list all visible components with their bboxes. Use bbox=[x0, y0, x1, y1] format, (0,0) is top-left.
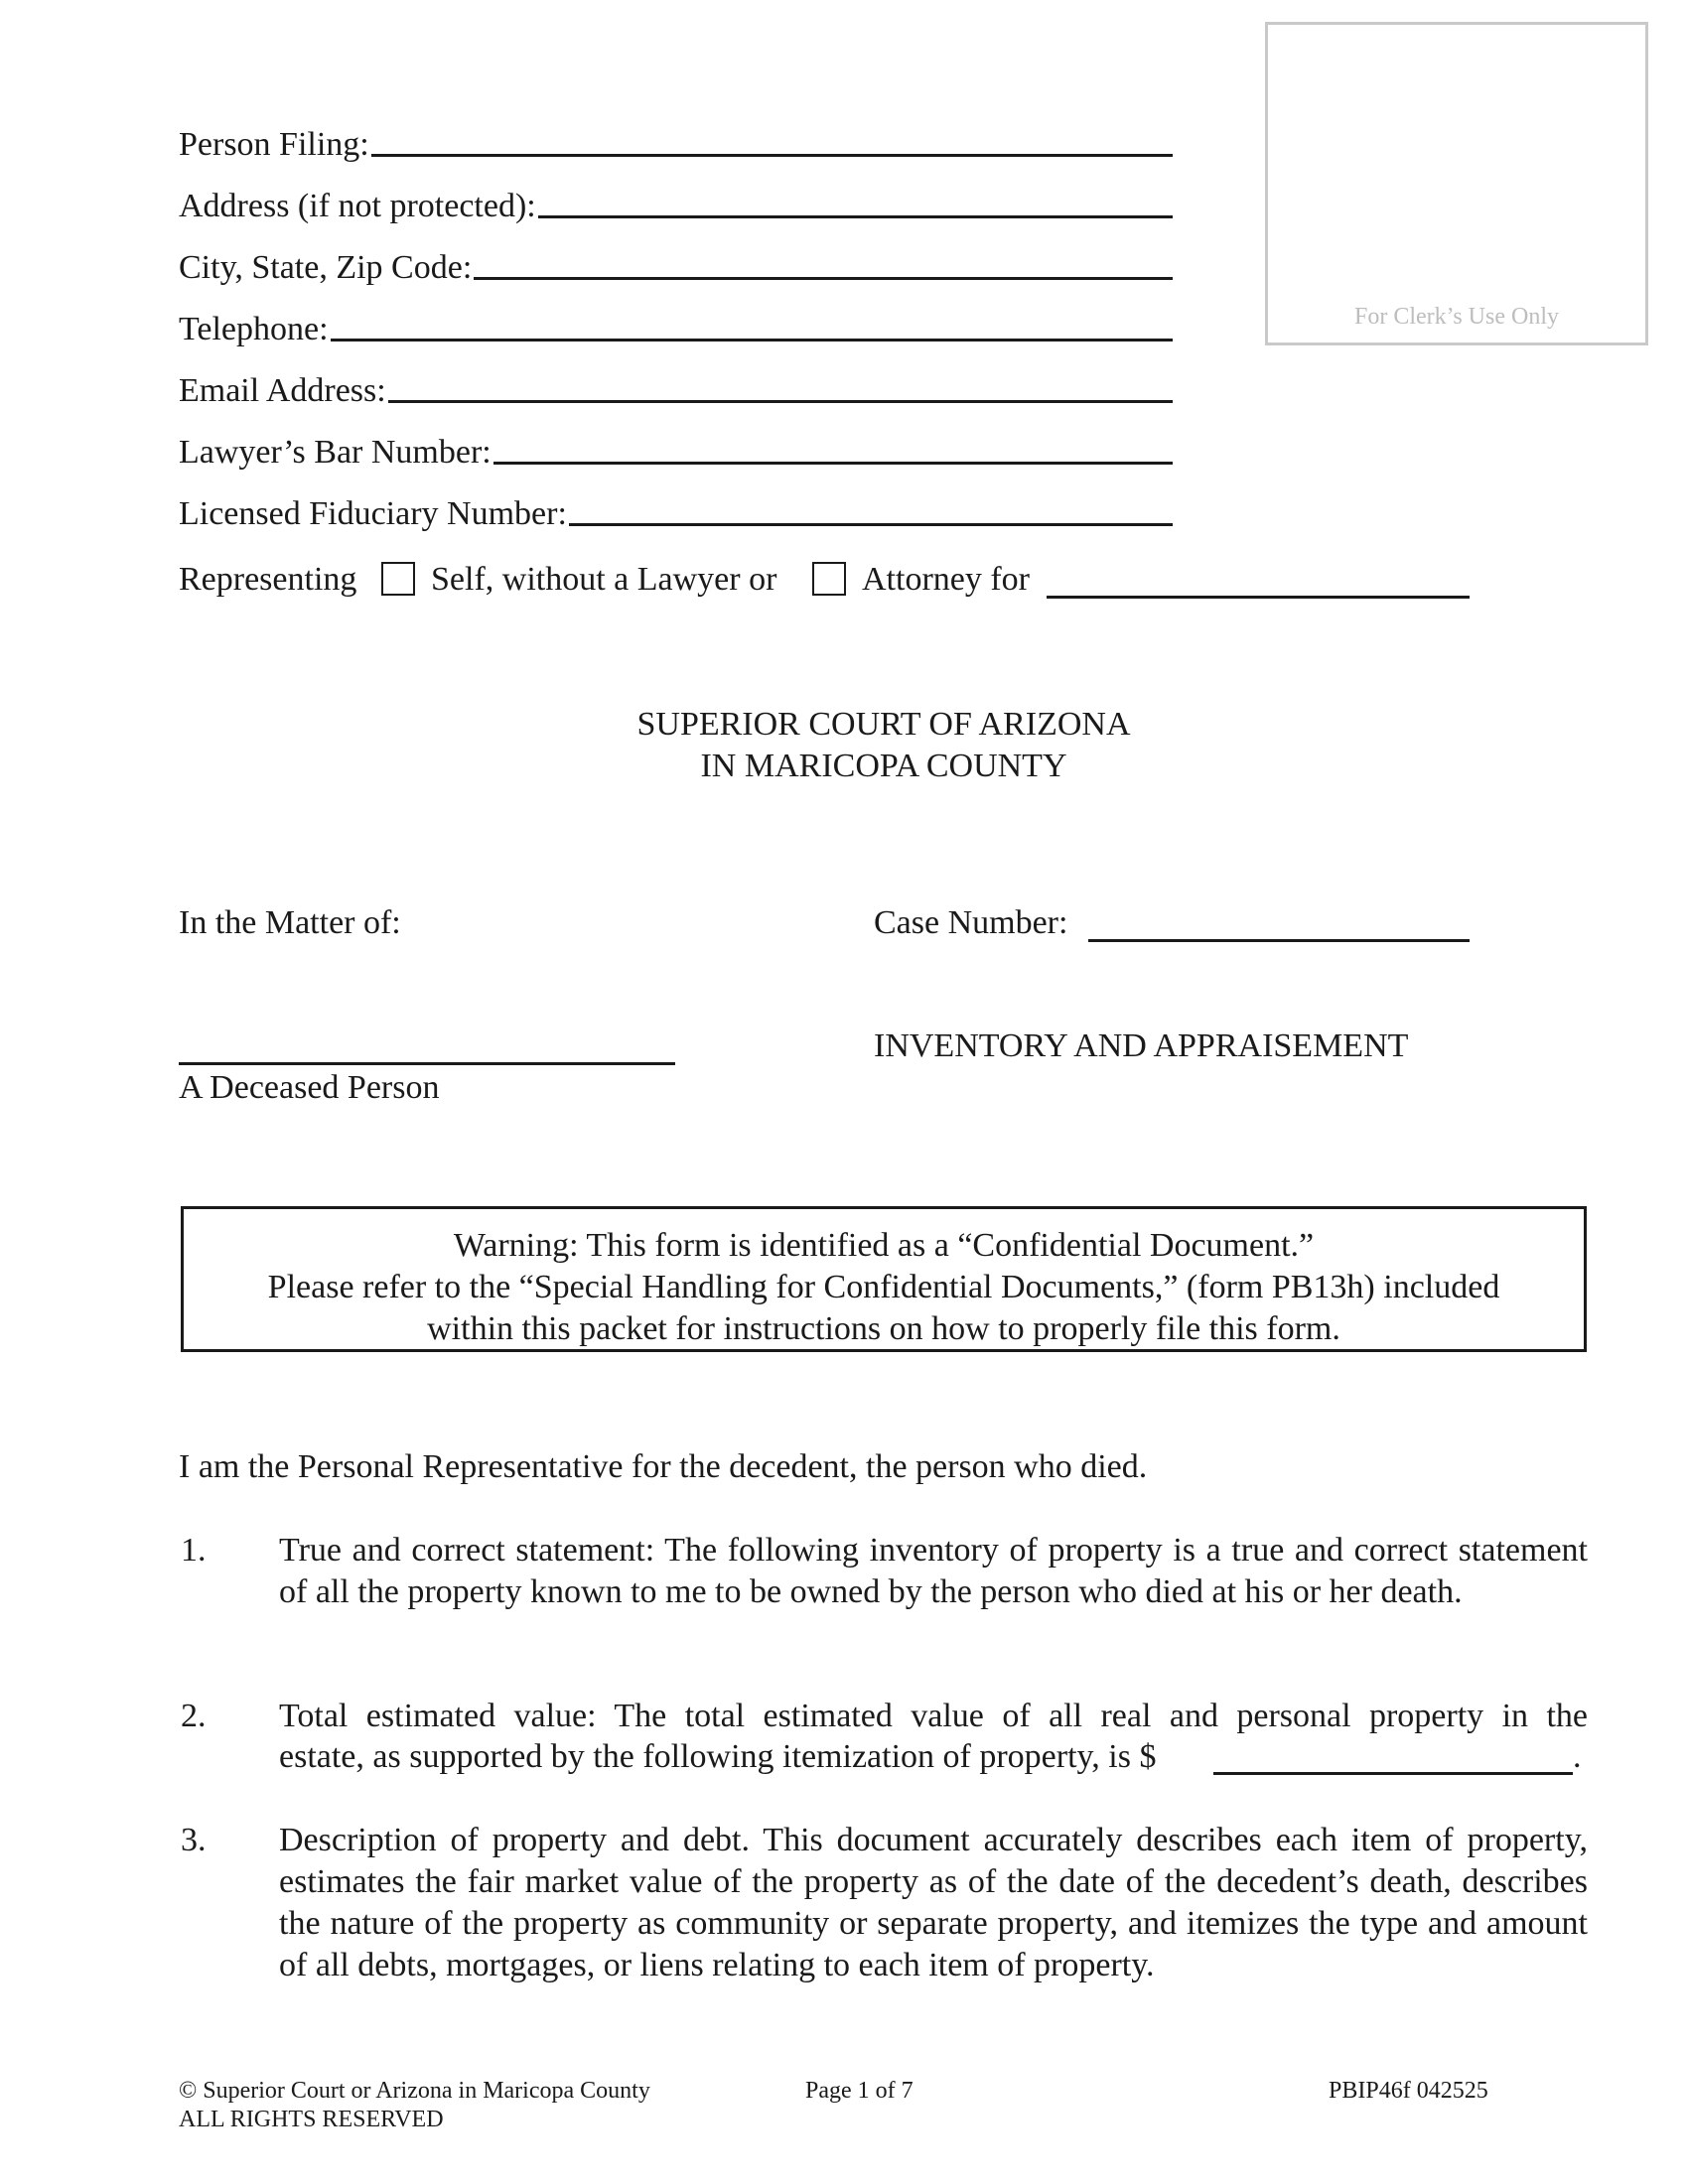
clerk-use-label: For Clerk’s Use Only bbox=[1354, 304, 1559, 330]
person-filing-label: Person Filing: bbox=[179, 126, 369, 163]
fiduciary-number-line[interactable] bbox=[569, 523, 1173, 526]
intro-statement: I am the Personal Representative for the decedent, the person who died. bbox=[179, 1448, 1148, 1485]
warning-line-3: within this packet for instructions on how to properly file this form. bbox=[427, 1310, 1340, 1347]
person-filing-line[interactable] bbox=[371, 154, 1173, 157]
telephone-label: Telephone: bbox=[179, 311, 329, 347]
confidential-warning-box bbox=[181, 1206, 1587, 1352]
item-1-number: 1. bbox=[181, 1532, 207, 1569]
city-state-zip-line[interactable] bbox=[474, 277, 1173, 280]
item-2-text-line-1: Total estimated value: The total estimated value of all real and personal property in the bbox=[279, 1698, 1588, 1734]
item-3-number: 3. bbox=[181, 1822, 207, 1858]
city-state-zip-field[interactable] bbox=[179, 248, 1173, 288]
footer-rights: ALL RIGHTS RESERVED bbox=[179, 2107, 444, 2132]
city-state-zip-label: City, State, Zip Code: bbox=[179, 249, 473, 286]
email-label: Email Address: bbox=[179, 372, 386, 409]
representing-label: Representing bbox=[179, 561, 357, 598]
bar-number-label: Lawyer’s Bar Number: bbox=[179, 434, 492, 471]
item-1-text: True and correct statement: The following inventory of property is a true and correct statement of all the property known to me to be owned by the person who died at his or her death. bbox=[279, 1532, 1588, 1610]
warning-line-2: Please refer to the “Special Handling for Confidential Documents,” (form PB13h) included bbox=[267, 1269, 1500, 1305]
item-3-text: Description of property and debt. This document accurately describes each item of property, estimates the fair market value of the property as of the date of the decedent’s death, describes the nature of the property as community or separate property, and itemizes the type and amount of all debts, mortgages, or liens relating to each item of property. bbox=[279, 1822, 1588, 1983]
decedent-name-line[interactable] bbox=[179, 1062, 675, 1065]
self-option-label: Self, without a Lawyer or bbox=[431, 561, 777, 598]
item-2-text-line-2: estate, as supported by the following itemization of property, is $ bbox=[279, 1738, 1157, 1775]
item-2-number: 2. bbox=[181, 1698, 207, 1734]
court-county: IN MARICOPA COUNTY bbox=[700, 748, 1067, 784]
footer-page-number: Page 1 of 7 bbox=[805, 2078, 914, 2104]
attorney-for-line[interactable] bbox=[1047, 596, 1470, 599]
item-2-period: . bbox=[1573, 1738, 1582, 1775]
bar-number-line[interactable] bbox=[493, 462, 1173, 465]
self-checkbox[interactable] bbox=[381, 562, 415, 596]
telephone-field[interactable] bbox=[179, 310, 1173, 349]
address-label: Address (if not protected): bbox=[179, 188, 536, 224]
bar-number-field[interactable] bbox=[179, 433, 1173, 473]
email-line[interactable] bbox=[388, 400, 1173, 403]
telephone-line[interactable] bbox=[331, 339, 1173, 341]
case-number-line[interactable] bbox=[1088, 939, 1470, 942]
matter-of-label: In the Matter of: bbox=[179, 904, 401, 941]
email-field[interactable] bbox=[179, 371, 1173, 411]
address-line[interactable] bbox=[538, 215, 1173, 218]
warning-line-1: Warning: This form is identified as a “Confidential Document.” bbox=[453, 1227, 1315, 1264]
person-filing-field[interactable] bbox=[179, 125, 1173, 165]
fiduciary-number-label: Licensed Fiduciary Number: bbox=[179, 495, 567, 532]
case-number-label: Case Number: bbox=[874, 904, 1068, 941]
document-title: INVENTORY AND APPRAISEMENT bbox=[874, 1027, 1409, 1064]
attorney-option-label: Attorney for bbox=[862, 561, 1031, 598]
court-name: SUPERIOR COURT OF ARIZONA bbox=[636, 706, 1131, 743]
clerk-use-box bbox=[1265, 22, 1648, 345]
footer-copyright: © Superior Court or Arizona in Maricopa County bbox=[179, 2078, 650, 2104]
deceased-person-label: A Deceased Person bbox=[179, 1069, 440, 1106]
address-field[interactable] bbox=[179, 187, 1173, 226]
attorney-checkbox[interactable] bbox=[812, 562, 846, 596]
total-value-line[interactable] bbox=[1213, 1772, 1573, 1775]
fiduciary-number-field[interactable] bbox=[179, 494, 1173, 534]
footer-form-code: PBIP46f 042525 bbox=[1329, 2078, 1488, 2104]
